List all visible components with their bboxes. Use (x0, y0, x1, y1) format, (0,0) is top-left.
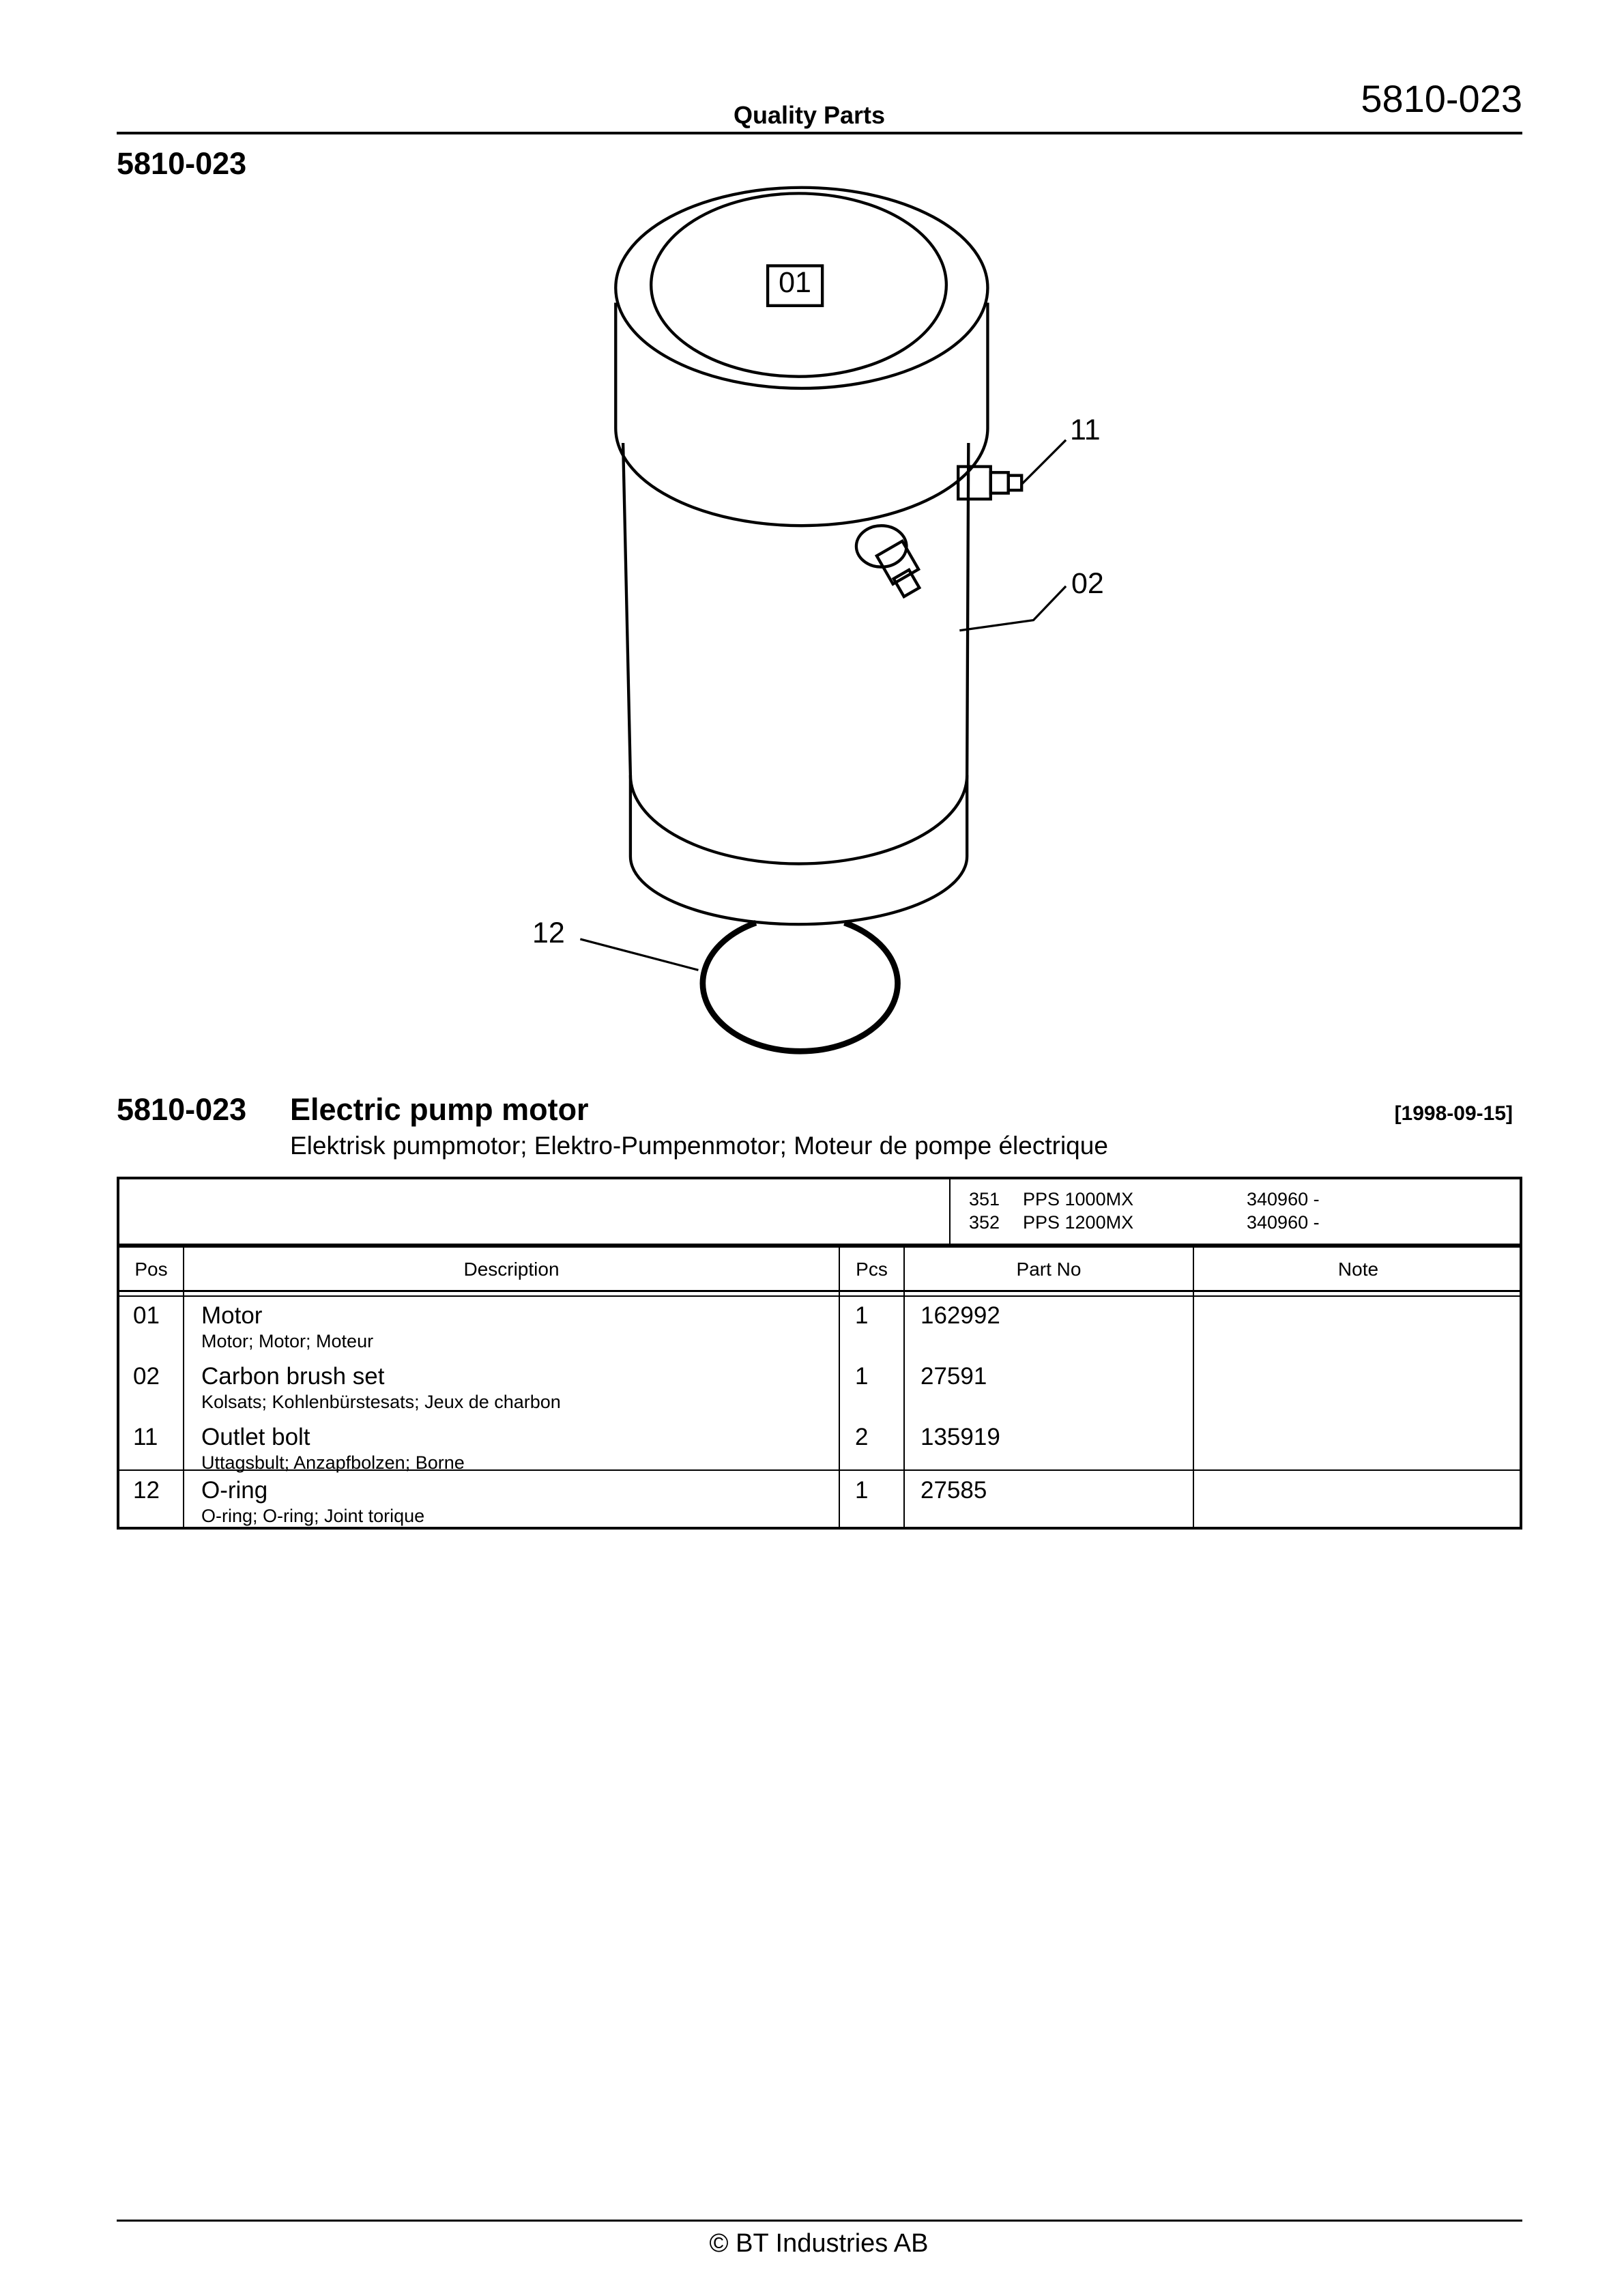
table-row (119, 1360, 1520, 1420)
footer-copyright: © BT Industries AB (709, 2229, 929, 2258)
pos: 02 (133, 1363, 160, 1390)
footer-rule (117, 2220, 1522, 2222)
table-row (119, 1300, 1520, 1360)
header-title: Quality Parts (733, 101, 886, 129)
group-code: 5810-023 (117, 1092, 247, 1127)
pos: 01 (133, 1302, 160, 1329)
description-translations: Uttagsbult; Anzapfbolzen; Borne (201, 1452, 465, 1473)
model-name: PPS 1000MX (1023, 1189, 1134, 1209)
header-divider (119, 1295, 1520, 1297)
part-no: 27591 (920, 1363, 987, 1390)
models-divider (949, 1179, 951, 1244)
model-serial: 340960 - (1247, 1212, 1320, 1233)
section-code: 5810-023 (117, 146, 247, 181)
callout-02: 02 (1071, 567, 1104, 600)
pcs: 1 (855, 1302, 869, 1329)
model-no: 352 (969, 1212, 1000, 1233)
group-title: Electric pump motor (290, 1092, 589, 1127)
callout-11: 11 (1070, 414, 1101, 446)
col-header-pos: Pos (134, 1259, 168, 1280)
description: O-ring (201, 1477, 268, 1504)
col-header-note: Note (1337, 1259, 1379, 1280)
o-ring (703, 923, 898, 1051)
pos: 11 (133, 1424, 158, 1450)
callout-12: 12 (532, 917, 565, 949)
pos: 12 (133, 1477, 160, 1504)
table-row (119, 1474, 1520, 1529)
col-header-part-no: Part No (1016, 1259, 1082, 1280)
description: Carbon brush set (201, 1363, 385, 1390)
part-no: 135919 (920, 1424, 1000, 1450)
pcs: 1 (855, 1477, 869, 1504)
model-serial: 340960 - (1247, 1189, 1320, 1209)
models-box (117, 1177, 1522, 1246)
col-header-pcs: Pcs (856, 1259, 888, 1280)
model-name: PPS 1200MX (1023, 1212, 1134, 1233)
header-divider (119, 1290, 1520, 1292)
description-translations: Motor; Motor; Moteur (201, 1331, 374, 1351)
description-translations: O-ring; O-ring; Joint torique (201, 1506, 425, 1526)
description: Outlet bolt (201, 1424, 310, 1450)
group-translations: Elektrisk pumpmotor; Elektro-Pumpenmotor; Moteur de pompe électrique (290, 1132, 1108, 1160)
model-no: 351 (969, 1189, 1000, 1209)
group-date: [1998-09-15] (1394, 1102, 1513, 1125)
description-translations: Kolsats; Kohlenbürstesats; Jeux de charbon (201, 1392, 561, 1412)
pcs: 1 (855, 1363, 869, 1390)
outlet-bolt-lower (856, 526, 919, 597)
part-no: 27585 (920, 1477, 987, 1504)
callout-01: 01 (779, 266, 811, 299)
pcs: 2 (855, 1424, 869, 1450)
col-header-description: Description (463, 1259, 560, 1280)
description: Motor (201, 1302, 263, 1329)
parts-table (117, 1245, 1522, 1530)
part-no: 162992 (920, 1302, 1000, 1329)
table-row (119, 1421, 1520, 1473)
page-code: 5810-023 (1361, 77, 1522, 120)
